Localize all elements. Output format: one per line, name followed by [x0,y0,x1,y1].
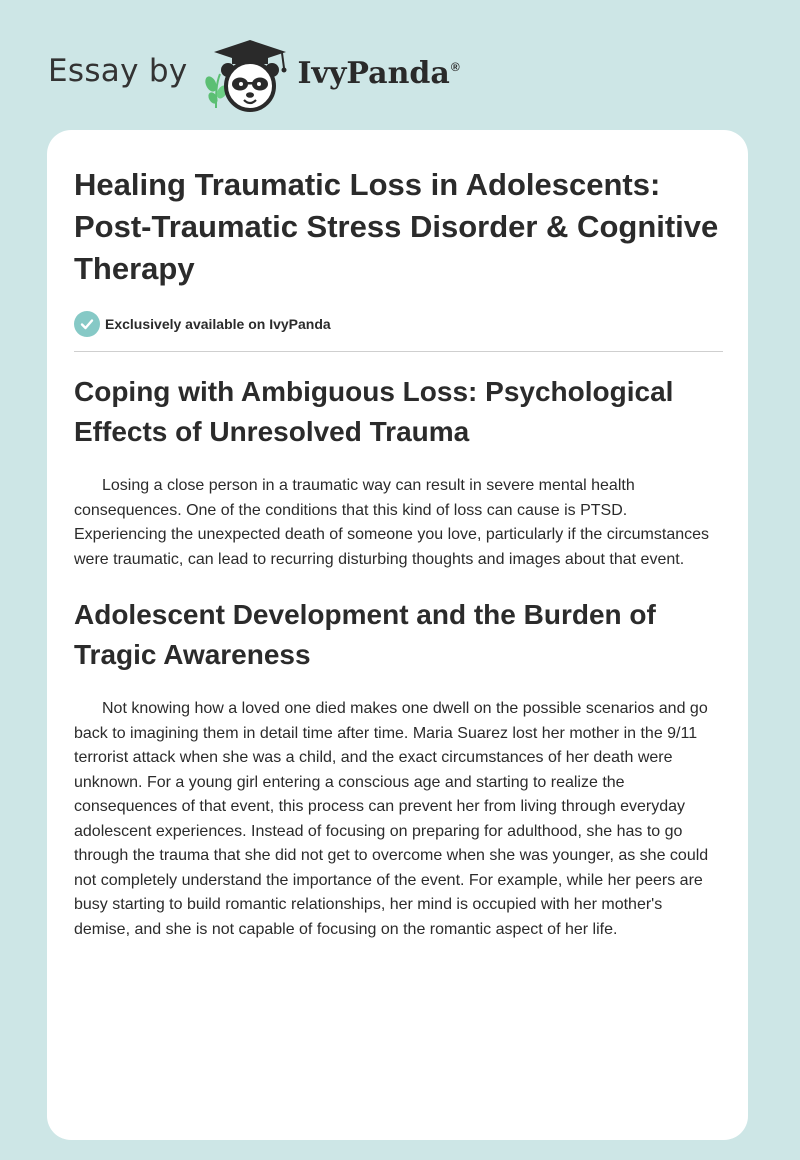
panda-graduate-logo-icon[interactable] [202,34,294,114]
page-title: Healing Traumatic Loss in Adolescents: Post-Traumatic Stress Disorder & Cognitive Therapy [74,167,719,286]
essay-card [47,130,748,1140]
brand-name-text: IvyPanda [297,55,450,91]
brand-name[interactable] [298,56,460,91]
divider [74,351,723,352]
section-paragraph: Losing a close person in a traumatic way can result in severe mental health consequences. One of the conditions that this kind of loss can cause is PTSD. Experiencing the unexpected death of someone you love, particularly if the circumstances were traumatic, can lead to recurring disturbing thoughts and images about that event. [74,477,710,568]
essay-by-label: Essay by [48,53,188,89]
section-heading: Adolescent Development and the Burden of Tragic Awareness [74,599,656,670]
site-header [48,34,460,114]
registered-mark: ® [450,59,460,74]
section-heading: Coping with Ambiguous Loss: Psychological Effects of Unresolved Trauma [74,376,674,447]
exclusive-badge-label: Exclusively available on IvyPanda [105,316,331,332]
exclusive-badge [74,311,721,337]
checkmark-circle-icon [74,311,100,337]
section-paragraph: Not knowing how a loved one died makes one dwell on the possible scenarios and go back to imagining them in detail time after time. Maria Suarez lost her mother in the 9/11 terrorist attack when she was a child, and the exact circumstances of her death were unknown. For a young girl entering a conscious age and starting to realize the consequences of that event, this process can prevent her from living through everyday adolescent experiences. Instead of focusing on preparing for adulthood, she has to go through the trauma that she did not get to overcome when she was younger, as she could not completely understand the importance of the event. For example, while her peers are busy starting to build romantic relationships, her mind is occupied with her mother's demise, and she is not capable of focusing on the romantic aspect of her life. [74,700,709,938]
